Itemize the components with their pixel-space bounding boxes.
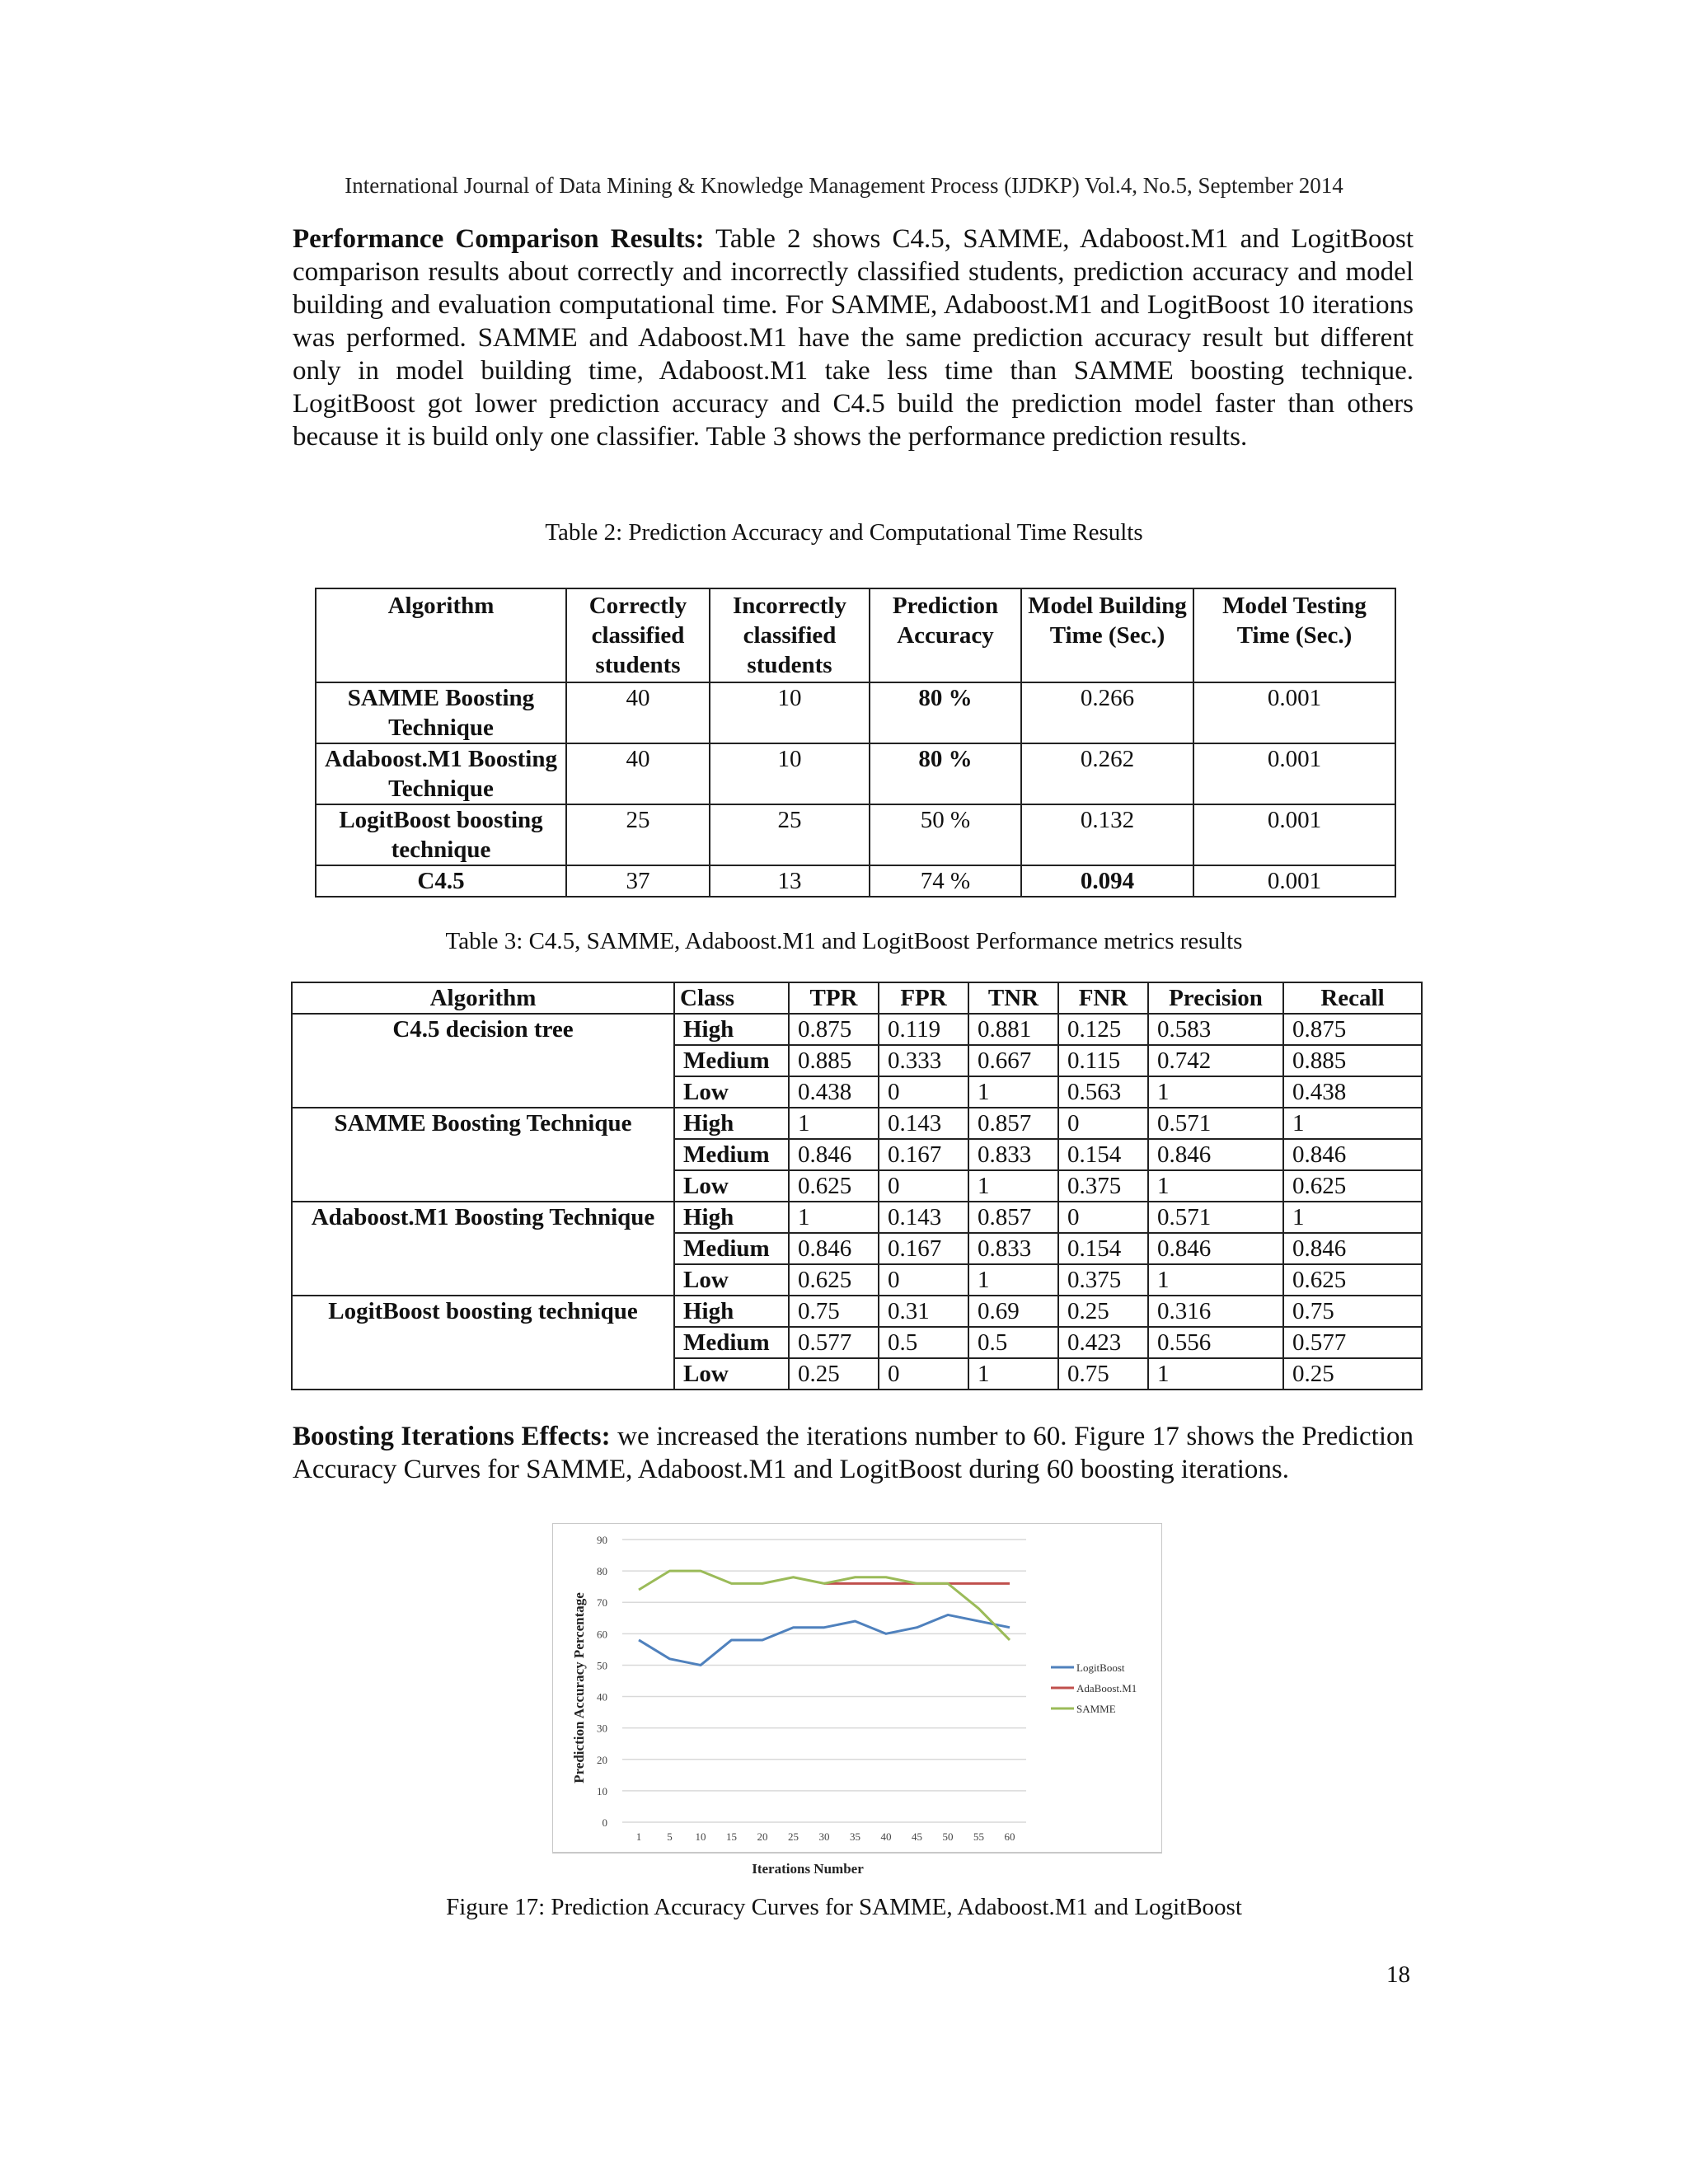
table-cell: 40	[566, 682, 710, 743]
table-cell: 0	[879, 1264, 968, 1296]
table-cell: 0.583	[1148, 1014, 1283, 1045]
table-cell: 0.625	[1283, 1170, 1422, 1202]
table3-header: FPR	[879, 982, 968, 1014]
table-cell: 0.001	[1193, 682, 1395, 743]
class-cell: Medium	[674, 1327, 789, 1358]
legend-label: SAMME	[1076, 1703, 1116, 1715]
table2-header: Incorrectly classified students	[710, 588, 870, 682]
table-cell: 0.875	[789, 1014, 879, 1045]
table-cell: 0.885	[1283, 1045, 1422, 1076]
table-cell: 0.846	[1283, 1139, 1422, 1170]
table-cell: 0.5	[879, 1327, 968, 1358]
table-cell: 0.846	[789, 1233, 879, 1264]
table-cell: 0.881	[968, 1014, 1058, 1045]
x-tick-label: 10	[695, 1830, 706, 1843]
table-cell: 0.75	[1283, 1296, 1422, 1327]
table3	[291, 982, 1423, 1390]
table-row	[316, 682, 1395, 743]
table-cell: 1	[1148, 1358, 1283, 1390]
table-cell: 0.001	[1193, 865, 1395, 897]
table-cell: 0.571	[1148, 1108, 1283, 1139]
chart-y-axis-label: Prediction Accuracy Percentage	[571, 1592, 587, 1783]
class-cell: High	[674, 1014, 789, 1045]
table2-caption: Table 2: Prediction Accuracy and Computational Time Results	[545, 519, 1143, 546]
table-cell: 40	[566, 743, 710, 804]
table-cell: 0.438	[1283, 1076, 1422, 1108]
class-cell: Low	[674, 1358, 789, 1390]
table2-header-row	[316, 588, 1395, 682]
table-cell: 0.001	[1193, 804, 1395, 865]
table-cell: 0.132	[1021, 804, 1193, 865]
table-cell: 0.563	[1058, 1076, 1148, 1108]
table3-header: Recall	[1283, 982, 1422, 1014]
table2	[315, 588, 1396, 898]
table-cell: 10	[710, 743, 870, 804]
class-cell: Medium	[674, 1045, 789, 1076]
x-tick-label: 60	[1004, 1830, 1015, 1843]
table-cell: 0	[879, 1076, 968, 1108]
table-cell: 0.846	[1283, 1233, 1422, 1264]
table-cell: 0.25	[1283, 1358, 1422, 1390]
boosting-iterations-paragraph	[293, 1420, 1414, 1486]
table-row	[292, 1014, 1422, 1045]
table-cell: 25	[710, 804, 870, 865]
table3-header: TNR	[968, 982, 1058, 1014]
table-cell: 1	[789, 1202, 879, 1233]
paragraph-body: Table 2 shows C4.5, SAMME, Adaboost.M1 and LogitBoost comparison results about correctly and incorrectly classified students, prediction accuracy and model building and evaluation computational time. For SAMME, Adaboost.M1 and LogitBoost 10 iterations was performed. SAMME and Adaboost.M1 have the same prediction accuracy result but different only in model building time, Adaboost.M1 take less time than SAMME boosting technique. LogitBoost got lower prediction accuracy and C4.5 build the prediction model faster than others because it is build only one classifier. Table 3 shows the performance prediction results.	[293, 224, 1414, 452]
table-cell: 0.857	[968, 1202, 1058, 1233]
table-cell: 0.577	[1283, 1327, 1422, 1358]
table-cell: 0.625	[1283, 1264, 1422, 1296]
x-tick-label: 20	[757, 1830, 768, 1843]
table-cell: 0.094	[1021, 865, 1193, 897]
legend-label: AdaBoost.M1	[1076, 1682, 1137, 1694]
table-cell: 0.375	[1058, 1170, 1148, 1202]
table-cell: 25	[566, 804, 710, 865]
table3-caption: Table 3: C4.5, SAMME, Adaboost.M1 and LogitBoost Performance metrics results	[445, 928, 1243, 954]
table-cell: 0.846	[1148, 1233, 1283, 1264]
algorithm-cell: C4.5 decision tree	[292, 1014, 674, 1108]
class-cell: Medium	[674, 1139, 789, 1170]
table-cell: 0.115	[1058, 1045, 1148, 1076]
table-cell: 74 %	[870, 865, 1021, 897]
table-cell: 0.438	[789, 1076, 879, 1108]
table-cell: C4.5	[316, 865, 566, 897]
x-tick-label: 50	[942, 1830, 954, 1843]
paragraph-body: we increased the iterations number to 60. Figure 17 shows the Prediction Accuracy Curves for SAMME, Adaboost.M1 and LogitBoost during 60 boosting iterations.	[293, 1422, 1414, 1484]
table-cell: 0	[879, 1358, 968, 1390]
table-cell: 1	[968, 1264, 1058, 1296]
table3-body	[292, 1014, 1422, 1390]
table-cell: 0.571	[1148, 1202, 1283, 1233]
x-tick-label: 1	[635, 1830, 642, 1843]
table-cell: 13	[710, 865, 870, 897]
table-cell: 50 %	[870, 804, 1021, 865]
class-cell: Low	[674, 1264, 789, 1296]
x-tick-label: 15	[726, 1830, 737, 1843]
figure17-caption: Figure 17: Prediction Accuracy Curves for SAMME, Adaboost.M1 and LogitBoost	[446, 1894, 1242, 1920]
table-row	[316, 743, 1395, 804]
table2-header: Model Building Time (Sec.)	[1021, 588, 1193, 682]
table-cell: 0.75	[1058, 1358, 1148, 1390]
class-cell: High	[674, 1108, 789, 1139]
table-cell: 0.119	[879, 1014, 968, 1045]
table-cell: 0.143	[879, 1108, 968, 1139]
class-cell: Low	[674, 1170, 789, 1202]
paragraph-lead: Boosting Iterations Effects:	[293, 1422, 611, 1451]
table-cell: Adaboost.M1 Boosting Technique	[316, 743, 566, 804]
table-cell: 0.31	[879, 1296, 968, 1327]
table-cell: 0	[879, 1170, 968, 1202]
x-tick-label: 35	[850, 1830, 860, 1843]
y-tick-label: 50	[597, 1659, 607, 1672]
table-row	[316, 865, 1395, 897]
y-tick-label: 10	[597, 1784, 607, 1797]
table-cell: 0	[1058, 1202, 1148, 1233]
table-cell: 0.625	[789, 1264, 879, 1296]
table-row	[292, 1202, 1422, 1233]
y-tick-label: 30	[597, 1722, 607, 1735]
table-cell: 0.5	[968, 1327, 1058, 1358]
x-tick-label: 55	[973, 1830, 984, 1843]
x-tick-label: 25	[788, 1830, 799, 1843]
table-cell: 0.875	[1283, 1014, 1422, 1045]
table-cell: LogitBoost boosting technique	[316, 804, 566, 865]
table-cell: 0.846	[789, 1139, 879, 1170]
table2-header: Prediction Accuracy	[870, 588, 1021, 682]
table3-header: FNR	[1058, 982, 1148, 1014]
y-tick-label: 70	[597, 1596, 607, 1610]
table3-header: Class	[674, 982, 789, 1014]
table-cell: 1	[1148, 1076, 1283, 1108]
table-cell: 1	[968, 1358, 1058, 1390]
table-cell: 0.625	[789, 1170, 879, 1202]
algorithm-cell: LogitBoost boosting technique	[292, 1296, 674, 1390]
table-cell: SAMME Boosting Technique	[316, 682, 566, 743]
y-tick-label: 0	[602, 1816, 607, 1829]
table-cell: 0.69	[968, 1296, 1058, 1327]
y-tick-label: 40	[597, 1690, 607, 1704]
table-cell: 0.143	[879, 1202, 968, 1233]
prediction-accuracy-chart	[552, 1523, 1162, 1877]
table3-header: TPR	[789, 982, 879, 1014]
table-cell: 0.577	[789, 1327, 879, 1358]
table3-header-row	[292, 982, 1422, 1014]
algorithm-cell: Adaboost.M1 Boosting Technique	[292, 1202, 674, 1296]
legend-label: LogitBoost	[1076, 1661, 1125, 1674]
table-cell: 0.333	[879, 1045, 968, 1076]
table-cell: 0.556	[1148, 1327, 1283, 1358]
table-cell: 0.001	[1193, 743, 1395, 804]
table-cell: 0	[1058, 1108, 1148, 1139]
algorithm-cell: SAMME Boosting Technique	[292, 1108, 674, 1202]
y-tick-label: 60	[597, 1628, 607, 1641]
table-cell: 0.833	[968, 1233, 1058, 1264]
x-tick-label: 5	[667, 1830, 673, 1843]
x-tick-label: 45	[912, 1830, 922, 1843]
table-cell: 0.167	[879, 1233, 968, 1264]
chart-x-axis-label: Iterations Number	[752, 1861, 864, 1877]
table-cell: 0.375	[1058, 1264, 1148, 1296]
class-cell: High	[674, 1296, 789, 1327]
table2-header: Algorithm	[316, 588, 566, 682]
table-cell: 37	[566, 865, 710, 897]
table-cell: 0.266	[1021, 682, 1193, 743]
table-cell: 0.125	[1058, 1014, 1148, 1045]
paragraph-lead: Performance Comparison Results:	[293, 224, 705, 254]
table-row	[292, 1296, 1422, 1327]
table-cell: 80 %	[870, 682, 1021, 743]
table-cell: 0.25	[789, 1358, 879, 1390]
table-cell: 1	[1148, 1170, 1283, 1202]
y-tick-label: 80	[597, 1565, 607, 1578]
table-cell: 0.262	[1021, 743, 1193, 804]
table-cell: 0.154	[1058, 1233, 1148, 1264]
class-cell: High	[674, 1202, 789, 1233]
table-cell: 1	[968, 1170, 1058, 1202]
table3-header: Precision	[1148, 982, 1283, 1014]
table-cell: 80 %	[870, 743, 1021, 804]
table-cell: 0.833	[968, 1139, 1058, 1170]
table-row	[292, 1108, 1422, 1139]
table-cell: 10	[710, 682, 870, 743]
table-cell: 0.154	[1058, 1139, 1148, 1170]
table3-header: Algorithm	[292, 982, 674, 1014]
table2-header: Model Testing Time (Sec.)	[1193, 588, 1395, 682]
table-cell: 1	[1283, 1108, 1422, 1139]
table-cell: 0.885	[789, 1045, 879, 1076]
table-cell: 0.742	[1148, 1045, 1283, 1076]
table-cell: 0.846	[1148, 1139, 1283, 1170]
table-cell: 0.667	[968, 1045, 1058, 1076]
x-tick-label: 30	[818, 1830, 830, 1843]
table-row	[316, 804, 1395, 865]
x-tick-label: 40	[880, 1830, 892, 1843]
table-cell: 1	[789, 1108, 879, 1139]
table-cell: 0.423	[1058, 1327, 1148, 1358]
class-cell: Low	[674, 1076, 789, 1108]
table-cell: 1	[1148, 1264, 1283, 1296]
table-cell: 1	[1283, 1202, 1422, 1233]
class-cell: Medium	[674, 1233, 789, 1264]
table-cell: 1	[968, 1076, 1058, 1108]
y-tick-label: 90	[597, 1534, 607, 1546]
y-tick-label: 20	[597, 1753, 607, 1766]
performance-comparison-paragraph	[293, 223, 1414, 453]
table-cell: 0.25	[1058, 1296, 1148, 1327]
table-cell: 0.316	[1148, 1296, 1283, 1327]
journal-header: International Journal of Data Mining & Knowledge Management Process (IJDKP) Vol.4, No.5, September 2014	[345, 173, 1343, 198]
page-number: 18	[1386, 1961, 1410, 1988]
table-cell: 0.75	[789, 1296, 879, 1327]
table-cell: 0.167	[879, 1139, 968, 1170]
table2-header: Correctly classified students	[566, 588, 710, 682]
table-cell: 0.857	[968, 1108, 1058, 1139]
